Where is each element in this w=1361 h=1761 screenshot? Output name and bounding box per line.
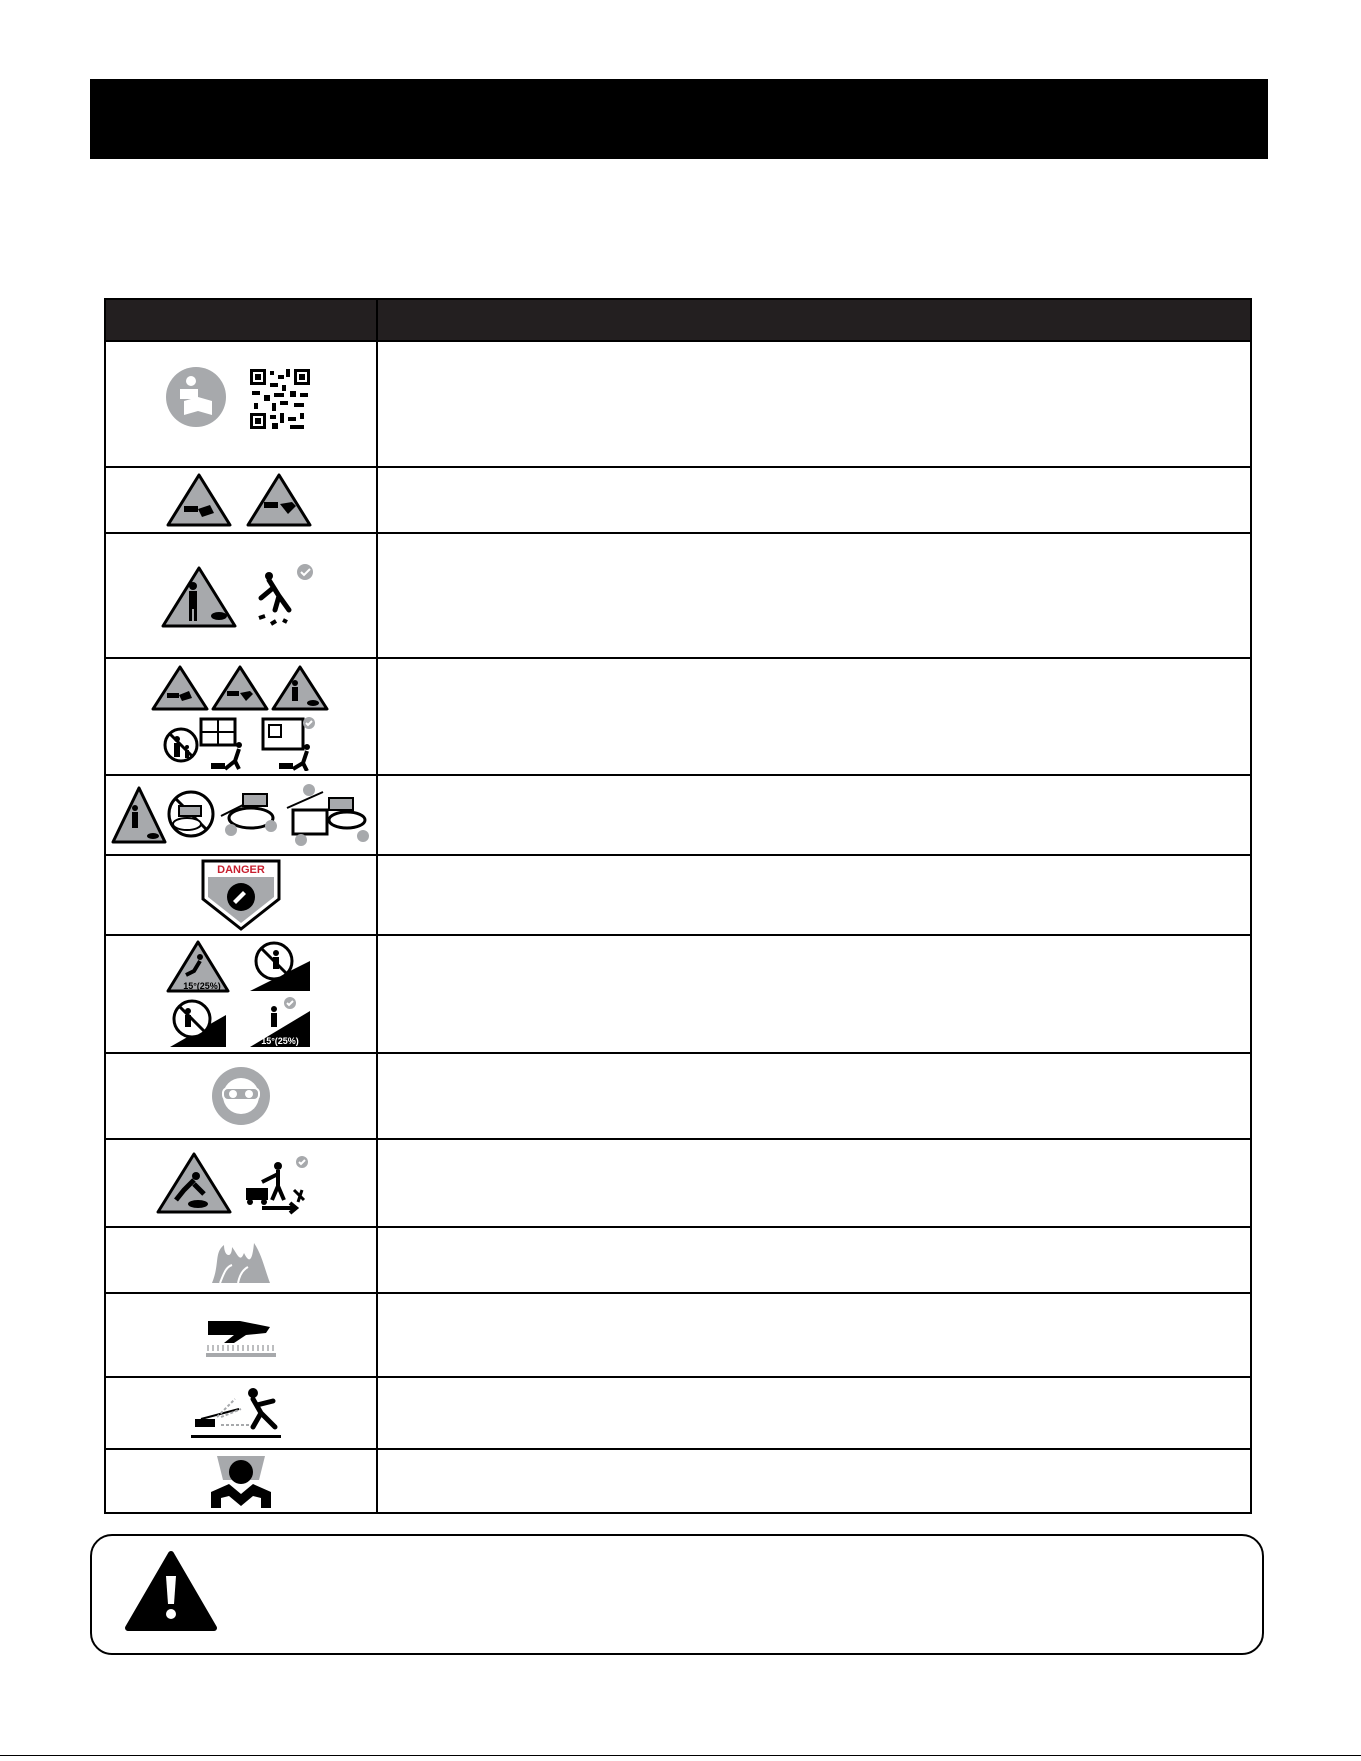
symbol-cell xyxy=(105,855,377,935)
symbol-cell xyxy=(105,1377,377,1449)
table-row xyxy=(105,1139,1251,1227)
no-mowing-down-slope-icon xyxy=(170,1001,226,1047)
grass-bag-icon xyxy=(287,784,369,846)
qr-code-icon xyxy=(250,369,310,429)
symbol-cell xyxy=(105,341,377,467)
symbol-cell xyxy=(105,1053,377,1139)
page-bottom-rule xyxy=(0,1755,1361,1756)
watch-for-bystanders-icon xyxy=(263,717,315,771)
thrown-object-warning-icon xyxy=(163,568,235,626)
table-row xyxy=(105,658,1251,775)
danger-label-icon xyxy=(203,861,279,929)
meaning-cell xyxy=(377,658,1251,775)
safety-symbols-table xyxy=(104,298,1252,1514)
meaning-cell xyxy=(377,855,1251,935)
fire-hazard-icon xyxy=(212,1243,270,1283)
no-mowing-up-slope-icon xyxy=(250,943,310,991)
meaning-cell xyxy=(377,1293,1251,1377)
safety-alert-icon xyxy=(124,1550,218,1632)
cut-hazard-warning-icon xyxy=(248,475,310,525)
meaning-cell xyxy=(377,1449,1251,1513)
eye-protection-icon xyxy=(212,1067,270,1125)
symbol-cell xyxy=(105,1293,377,1377)
table-row xyxy=(105,1053,1251,1139)
thrown-object-warning-icon xyxy=(113,788,165,842)
meaning-cell xyxy=(377,533,1251,658)
symbol-cell xyxy=(105,467,377,533)
warning-box xyxy=(90,1534,1264,1655)
read-manual-icon xyxy=(166,367,226,427)
symbol-cell xyxy=(105,775,377,855)
symbol-cell xyxy=(105,1449,377,1513)
table-row xyxy=(105,533,1251,658)
symbol-cell xyxy=(105,658,377,775)
danger-label-text: DANGER xyxy=(217,864,265,876)
table-row xyxy=(105,1449,1251,1513)
table-row xyxy=(105,1293,1251,1377)
slip-hazard-warning-icon xyxy=(158,1154,230,1212)
table-row xyxy=(105,467,1251,533)
table-row xyxy=(105,1227,1251,1293)
cut-hazard-warning-icon xyxy=(153,667,207,709)
slope-warning-icon xyxy=(168,942,228,991)
cut-hazard-warning-icon xyxy=(213,667,267,709)
symbol-cell xyxy=(105,533,377,658)
table-row xyxy=(105,1377,1251,1449)
mow-across-slope-icon xyxy=(250,997,310,1047)
table-row xyxy=(105,341,1251,467)
meaning-cell xyxy=(377,467,1251,533)
no-unguarded-operation-icon xyxy=(169,792,213,836)
table-row xyxy=(105,935,1251,1053)
meaning-cell xyxy=(377,1139,1251,1227)
discharge-guard-icon xyxy=(221,794,277,836)
meaning-cell xyxy=(377,935,1251,1053)
symbol-cell xyxy=(105,1227,377,1293)
slope-label: 15°(25%) xyxy=(183,981,221,991)
hot-surface-icon xyxy=(206,1321,276,1357)
table-row xyxy=(105,855,1251,935)
hearing-protection-icon xyxy=(211,1456,271,1508)
table-header-meaning xyxy=(377,299,1251,341)
keep-children-away-icon xyxy=(165,719,242,769)
clear-debris-icon xyxy=(259,564,313,624)
thrown-object-warning-icon xyxy=(273,667,327,709)
symbol-cell xyxy=(105,1139,377,1227)
cut-hazard-warning-icon xyxy=(168,475,230,525)
table-header-symbol xyxy=(105,299,377,341)
table-header-row xyxy=(105,299,1251,341)
meaning-cell xyxy=(377,341,1251,467)
table-row xyxy=(105,775,1251,855)
meaning-cell xyxy=(377,775,1251,855)
meaning-cell xyxy=(377,1227,1251,1293)
meaning-cell xyxy=(377,1377,1251,1449)
ricochet-hazard-icon xyxy=(191,1388,281,1438)
slope-label: 15°(25%) xyxy=(261,1036,299,1046)
section-title-bar xyxy=(90,79,1268,159)
pull-back-caution-icon xyxy=(246,1156,308,1213)
symbol-cell xyxy=(105,935,377,1053)
meaning-cell xyxy=(377,1053,1251,1139)
